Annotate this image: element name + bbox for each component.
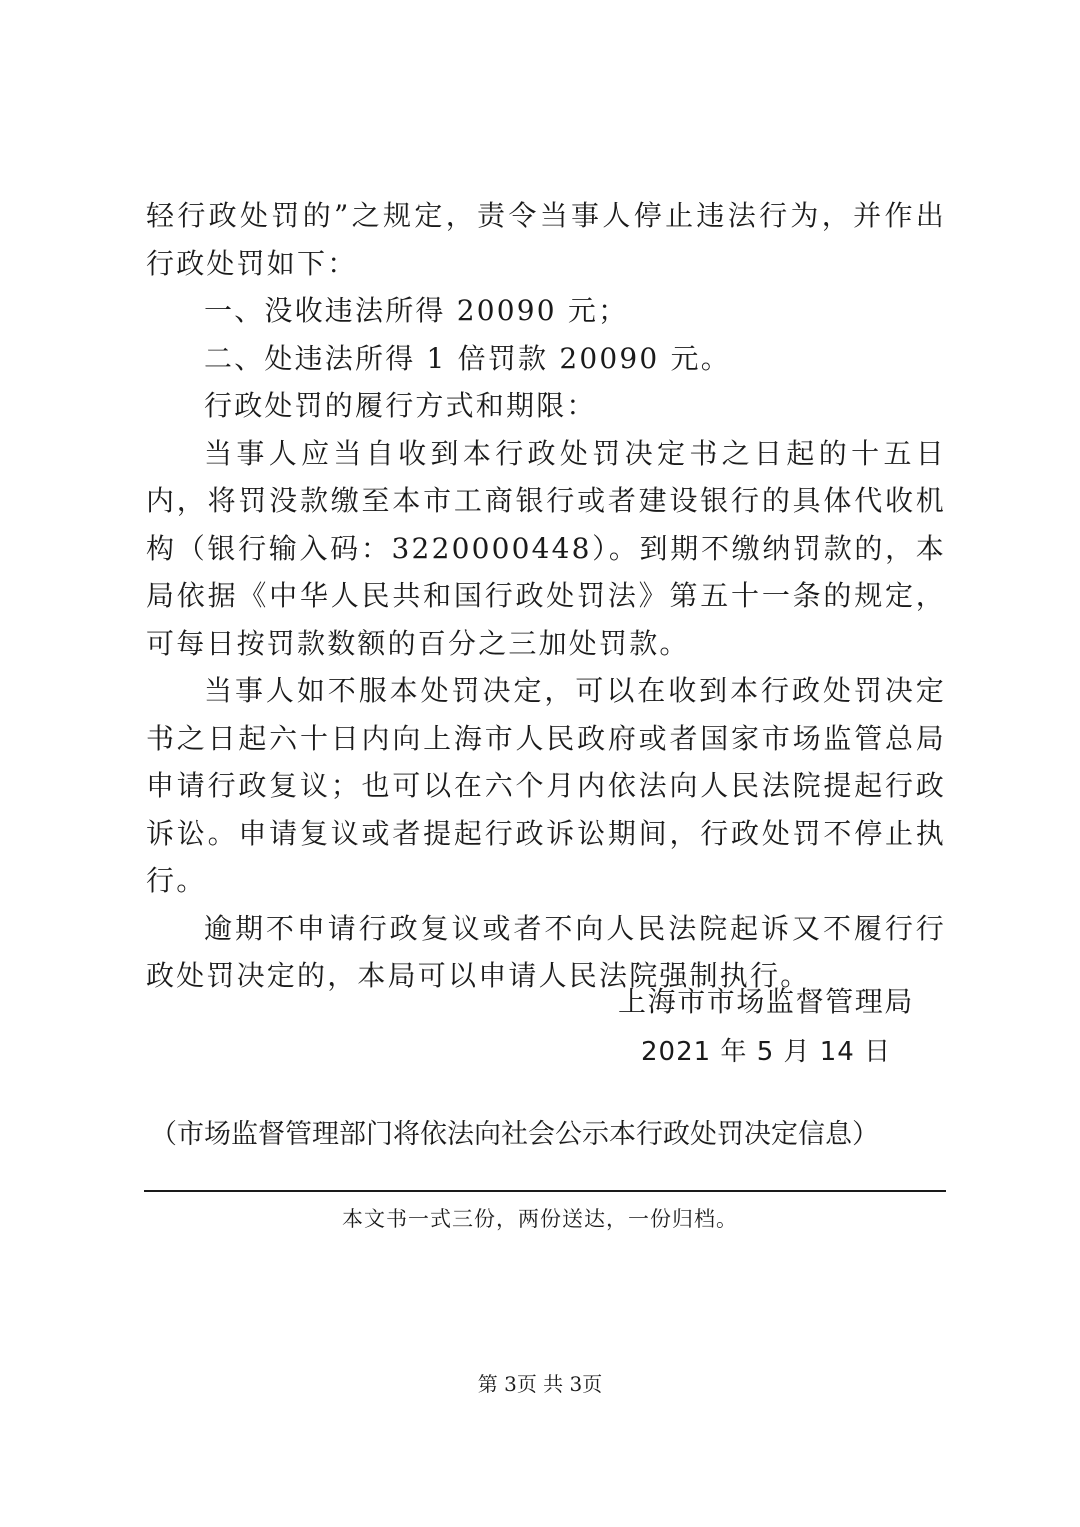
page-indicator: 第 3页 共 3页 <box>477 1372 603 1396</box>
publicity-notice: （市场监督管理部门将依法向社会公示本行政处罚决定信息） <box>150 1119 879 1150</box>
paragraph-enforcement: 逾期不申请行政复议或者不向人民法院起诉又不履行行政处罚决定的，本局可以申请人民法院强制执行。 <box>146 911 946 992</box>
paragraph-penalty-intro: 轻行政处罚的”之规定，责令当事人停止违法行为，并作出行政处罚如下： <box>146 199 946 280</box>
divider-line <box>144 1190 946 1192</box>
paragraph-item-confiscation: 一、没收违法所得 20090 元； <box>204 294 629 327</box>
paragraph-payment-heading: 行政处罚的履行方式和期限： <box>204 389 597 422</box>
paragraph-item-fine: 二、处违法所得 1 倍罚款 20090 元。 <box>204 341 731 375</box>
issuing-authority: 上海市市场监督管理局 <box>618 985 915 1018</box>
decision-body <box>146 192 946 1000</box>
paragraph-payment-terms: 当事人应当自收到本行政处罚决定书之日起的十五日内，将罚没款缴至本市工商银行或者建设银行的具体代收机构（银行输入码：3220000448）。到期不缴纳罚款的，本局依据《中华人民共和国行政处罚法》第五十一条的规定，可每日按罚款数额的百分之三加处罚款。 <box>146 436 946 660</box>
issue-date: 2021 年 5 月 14 日 <box>641 1037 892 1067</box>
paragraph-appeal-rights: 当事人如不服本处罚决定，可以在收到本行政处罚决定书之日起六十日内向上海市人民政府或者国家市场监管总局申请行政复议；也可以在六个月内依法向人民法院提起行政诉讼。申请复议或者提起行政诉讼期间，行政处罚不停止执行。 <box>146 674 946 897</box>
copies-note: 本文书一式三份，两份送达，一份归档。 <box>342 1207 738 1231</box>
